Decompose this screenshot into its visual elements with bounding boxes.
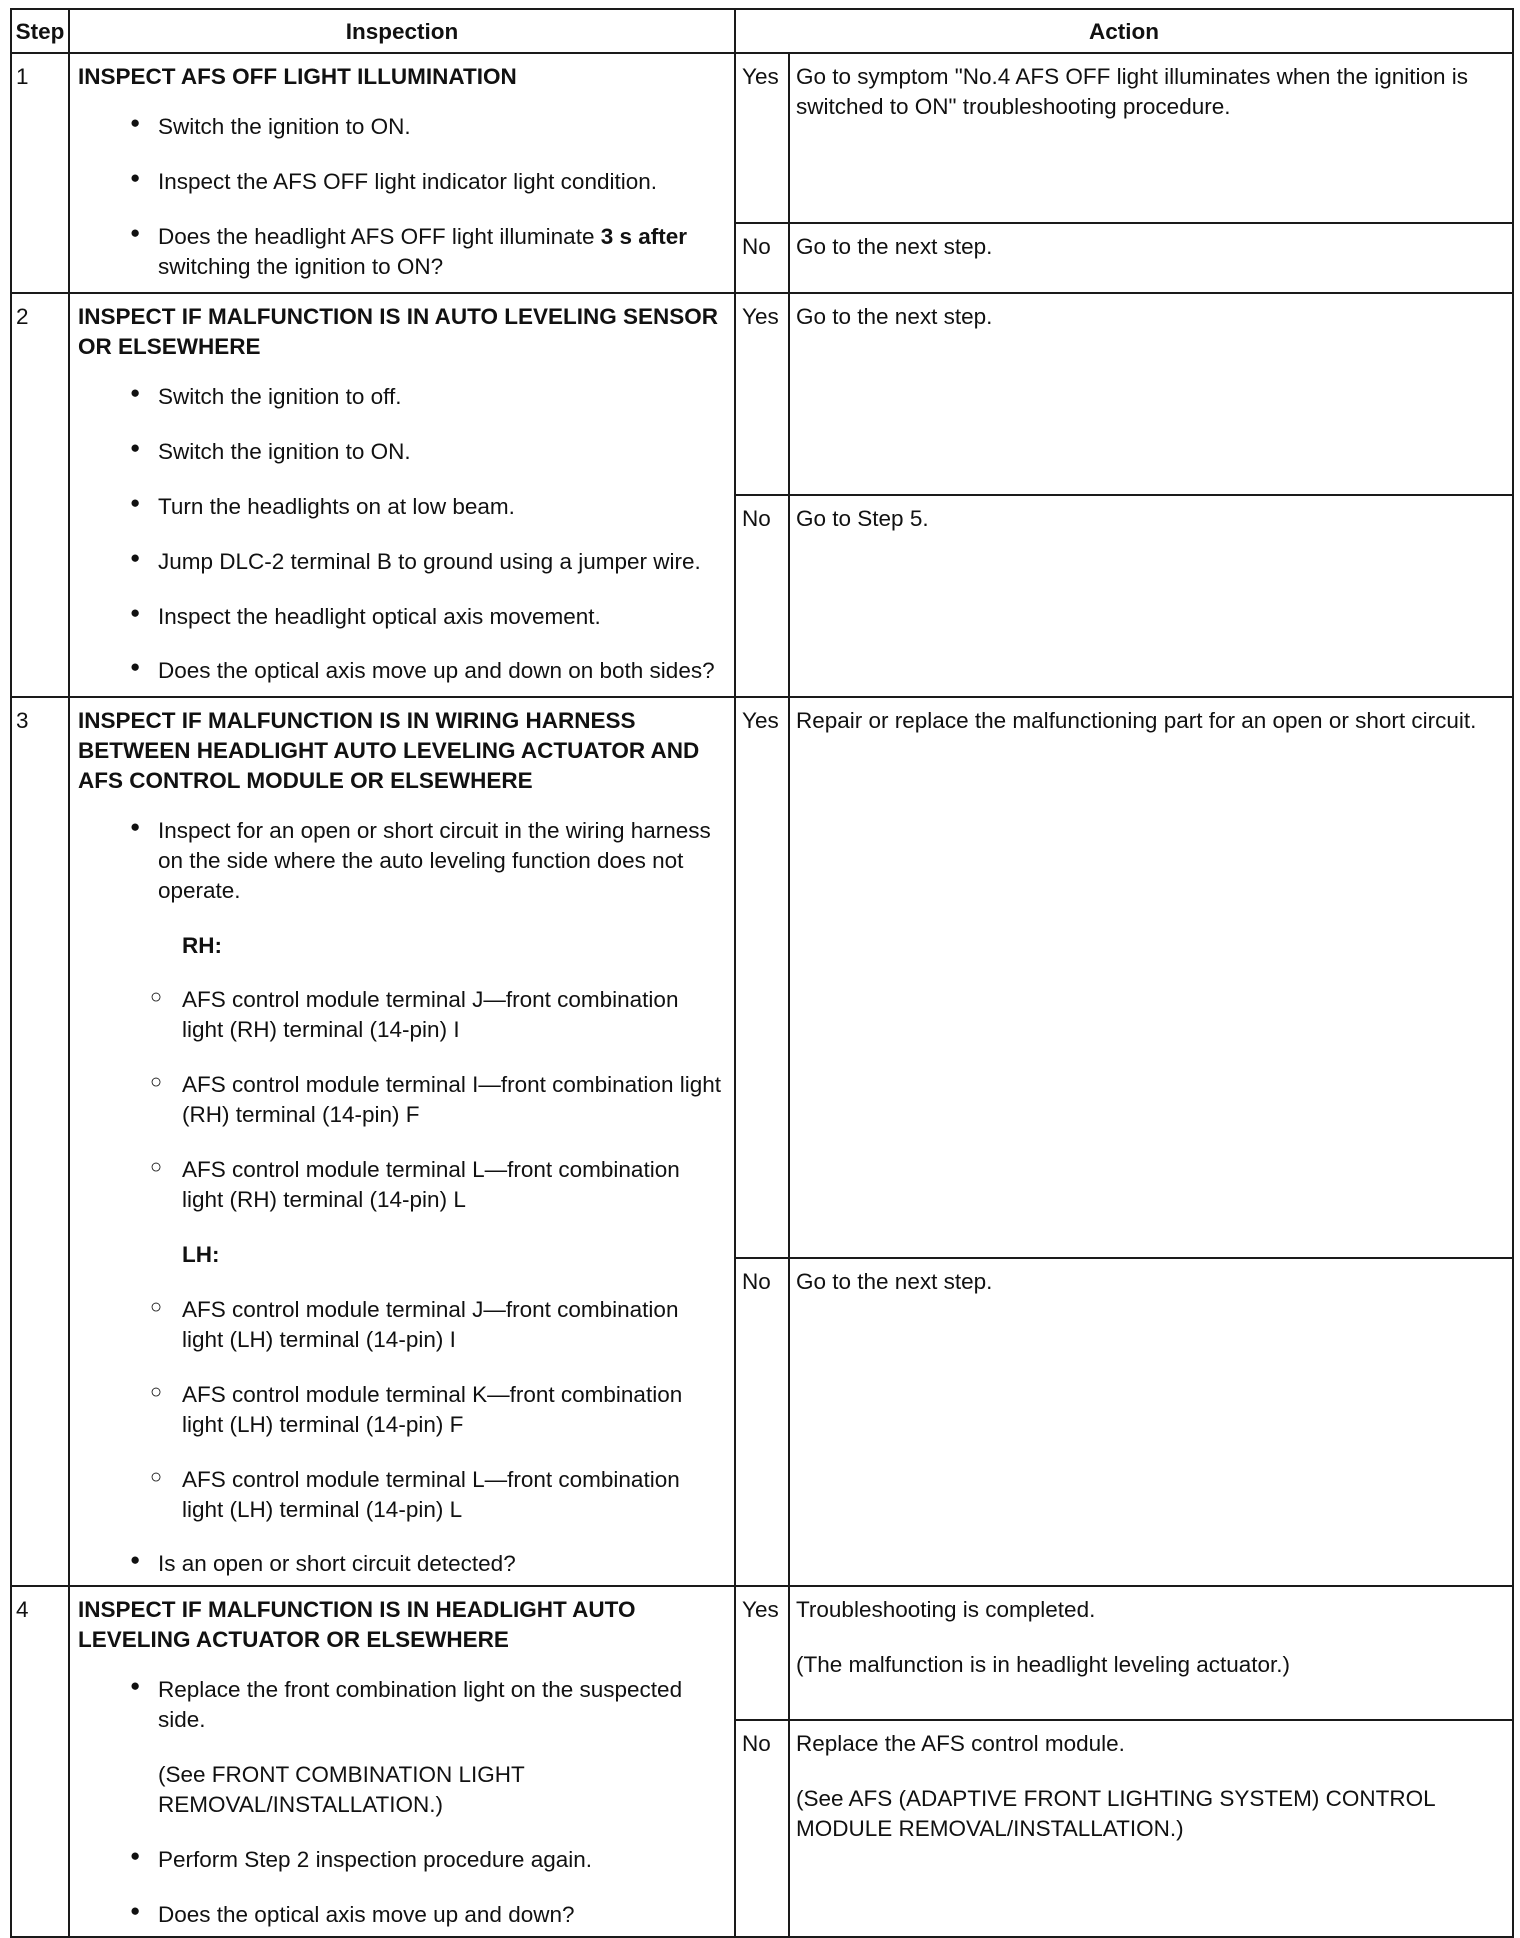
step-4-bullets-a	[78, 1675, 722, 1735]
step-2-no-action	[789, 495, 1513, 697]
step-3-no-text: Go to the next step.	[796, 1268, 993, 1294]
step-2-number: 2	[11, 293, 69, 697]
step-3-inspection	[69, 697, 735, 1586]
step-3-rh-list	[78, 985, 722, 1215]
step-1-yes-label: Yes	[735, 53, 789, 223]
step-3-rh-item-3: ○ AFS control module terminal L—front combination light (RH) terminal (14-pin) L	[182, 1155, 722, 1215]
step-2-yes-action	[789, 293, 1513, 495]
step-3-bullet-final: ● Is an open or short circuit detected?	[130, 1549, 722, 1579]
step-3-yes-action	[789, 697, 1513, 1258]
step-4-row-yes	[11, 1586, 1513, 1720]
step-header: Step	[11, 9, 69, 53]
step-1-bullets	[78, 112, 722, 282]
step-3-rh-label: RH:	[182, 932, 222, 958]
step-2-bullet-3: ● Turn the headlights on at low beam.	[130, 492, 722, 522]
step-4-bullet-1: ● Replace the front combination light on the suspected side.	[130, 1675, 722, 1735]
step-1-bullet-3	[130, 222, 722, 282]
step-2-heading: INSPECT IF MALFUNCTION IS IN AUTO LEVELING SENSOR OR ELSEWHERE	[78, 304, 719, 359]
step-4-bullet-2: ● Perform Step 2 inspection procedure again.	[130, 1845, 722, 1875]
step-2-bullet-4: ● Jump DLC-2 terminal B to ground using a jumper wire.	[130, 547, 722, 577]
step-4-no-note: (See AFS (ADAPTIVE FRONT LIGHTING SYSTEM) CONTROL MODULE REMOVAL/INSTALLATION.)	[796, 1786, 1435, 1842]
step-2-inspection	[69, 293, 735, 697]
step-1-row-yes	[11, 53, 1513, 223]
step-3-lh-item-1: ○ AFS control module terminal J—front combination light (LH) terminal (14-pin) I	[182, 1295, 722, 1355]
step-2-row-yes	[11, 293, 1513, 495]
step-3-no-label: No	[735, 1258, 789, 1587]
step-2-yes-label: Yes	[735, 293, 789, 495]
step-3-bullets-a	[78, 816, 722, 906]
step-2-bullet-6: ● Does the optical axis move up and down on both sides?	[130, 656, 722, 686]
step-4-yes-note: (The malfunction is in headlight leveling actuator.)	[796, 1652, 1291, 1678]
step-3-yes-label: Yes	[735, 697, 789, 1258]
step-3-rh-item-2: ○ AFS control module terminal I—front combination light (RH) terminal (14-pin) F	[182, 1070, 722, 1130]
step-2-bullet-1: ● Switch the ignition to off.	[130, 382, 722, 412]
step-1-number: 1	[11, 53, 69, 293]
step-4-no-action	[789, 1720, 1513, 1936]
action-header: Action	[735, 9, 1513, 53]
step-3-lh-label: LH:	[182, 1241, 220, 1267]
step-4-yes-action	[789, 1586, 1513, 1720]
step-4-note: (See FRONT COMBINATION LIGHT REMOVAL/INSTALLATION.)	[158, 1762, 525, 1817]
step-1-yes-action	[789, 53, 1513, 223]
step-3-row-yes	[11, 697, 1513, 1258]
inspection-header: Inspection	[69, 9, 735, 53]
step-1-yes-text: Go to symptom "No.4 AFS OFF light illuminates when the ignition is switched to ON" troubleshooting procedure.	[796, 64, 1469, 119]
step-1-inspection	[69, 53, 735, 293]
step-1-no-label: No	[735, 223, 789, 293]
step-1-bullet-2: ● Inspect the AFS OFF light indicator light condition.	[130, 167, 722, 197]
step-3-lh-item-2: ○ AFS control module terminal K—front combination light (LH) terminal (14-pin) F	[182, 1380, 722, 1440]
step-2-yes-text: Go to the next step.	[796, 304, 993, 329]
step-4-heading: INSPECT IF MALFUNCTION IS IN HEADLIGHT AUTO LEVELING ACTUATOR OR ELSEWHERE	[78, 1597, 636, 1653]
step-1-no-text: Go to the next step.	[796, 234, 993, 259]
troubleshooting-table	[10, 8, 1514, 1938]
header-row	[11, 9, 1513, 53]
step-3-bullet-1: ● Inspect for an open or short circuit in the wiring harness on the side where the auto leveling function does not operate.	[130, 816, 722, 906]
step-3-no-action	[789, 1258, 1513, 1587]
step-3-heading: INSPECT IF MALFUNCTION IS IN WIRING HARNESS BETWEEN HEADLIGHT AUTO LEVELING ACTUATOR AND AFS CONTROL MODULE OR ELSEWHERE	[78, 708, 700, 793]
step-3-number: 3	[11, 697, 69, 1586]
step-3-lh-item-3: ○ AFS control module terminal L—front combination light (LH) terminal (14-pin) L	[182, 1465, 722, 1525]
step-4-bullet-3: ● Does the optical axis move up and down?	[130, 1900, 722, 1930]
step-2-bullet-2: ● Switch the ignition to ON.	[130, 437, 722, 467]
step-2-no-label: No	[735, 495, 789, 697]
step-1-bullet-3-bold: 3 s after	[600, 223, 688, 249]
step-4-yes-text: Troubleshooting is completed.	[796, 1597, 1096, 1623]
step-3-bullets-b	[78, 1549, 722, 1579]
step-1-no-action	[789, 223, 1513, 293]
step-2-bullet-5: ● Inspect the headlight optical axis movement.	[130, 602, 722, 632]
step-3-rh-item-1: ○ AFS control module terminal J—front combination light (RH) terminal (14-pin) I	[182, 985, 722, 1045]
step-1-heading: INSPECT AFS OFF LIGHT ILLUMINATION	[78, 64, 517, 89]
step-4-inspection	[69, 1586, 735, 1936]
step-3-yes-text: Repair or replace the malfunctioning part for an open or short circuit.	[796, 708, 1477, 733]
step-4-bullets-b	[78, 1845, 722, 1930]
step-2-bullets	[78, 382, 722, 687]
step-4-yes-label: Yes	[735, 1586, 789, 1720]
step-1-bullet-1: ● Switch the ignition to ON.	[130, 112, 722, 142]
step-1-bullet-3-post: switching the ignition to ON?	[158, 253, 444, 279]
step-4-no-label: No	[735, 1720, 789, 1936]
step-4-no-text: Replace the AFS control module.	[796, 1731, 1125, 1757]
step-1-bullet-3-pre: Does the headlight AFS OFF light illuminate	[158, 223, 601, 249]
step-3-lh-list	[78, 1295, 722, 1525]
step-4-number: 4	[11, 1586, 69, 1936]
step-2-no-text: Go to Step 5.	[796, 506, 929, 531]
